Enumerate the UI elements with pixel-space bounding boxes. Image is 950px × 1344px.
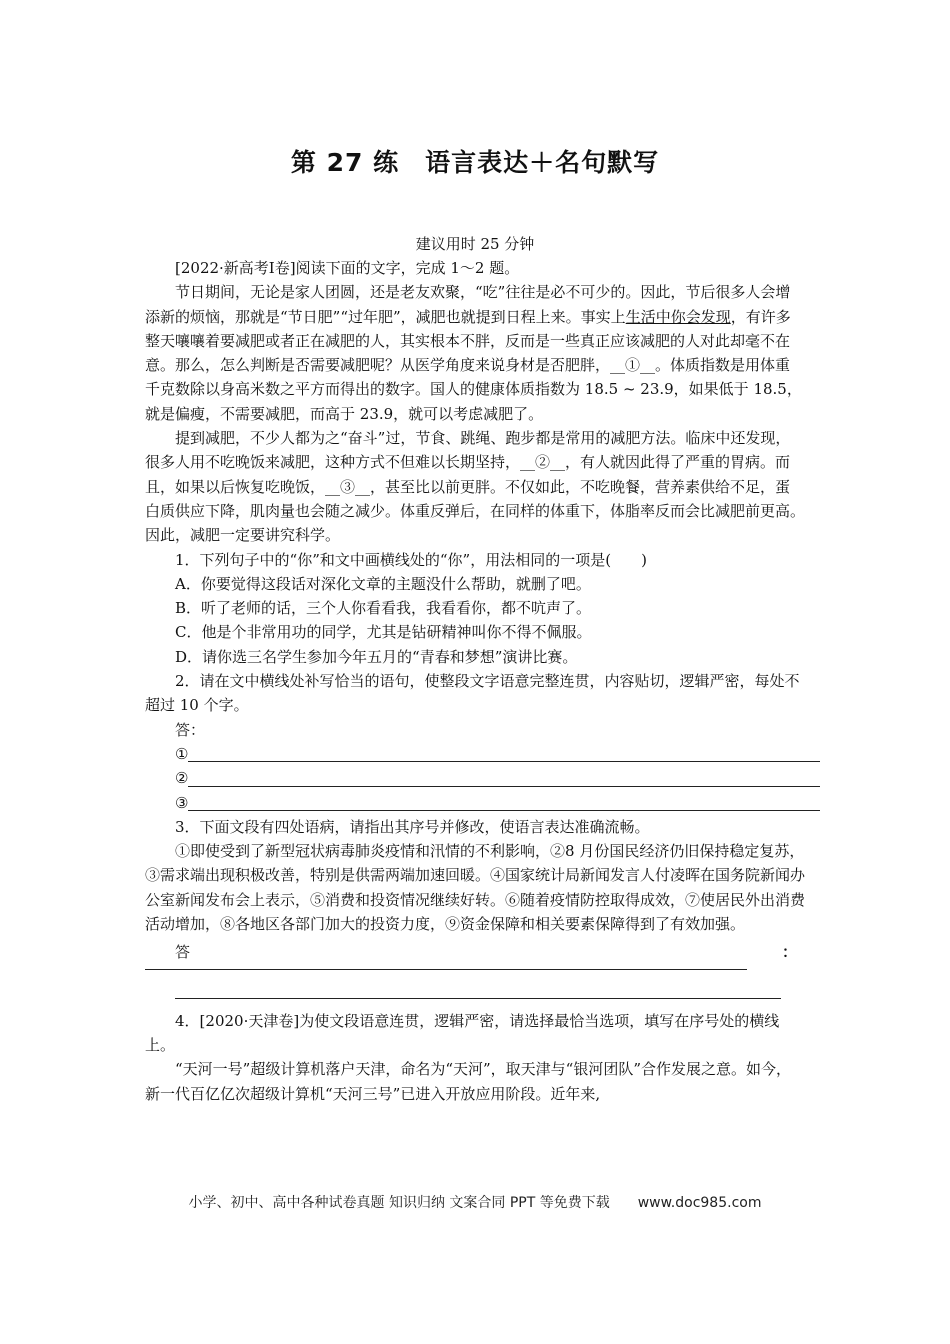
q3-answer-rule-2[interactable] [175, 998, 781, 999]
para1-text-b: ，有许多整天嚷嚷着要减肥或者正在减肥的人，其实根本不胖，反而是一些真正应该减肥的人对此却毫不在意。那么，怎么判断是否需要减肥呢？从医学角度来说身材是否肥胖， [145, 307, 791, 375]
underlined-phrase: 生活中你会发现 [625, 307, 731, 326]
q1-option-b: B．听了老师的话，三个人你看看我，我看看你，都不吭声了。 [175, 599, 592, 618]
passage-intro: [2022·新高考Ⅰ卷]阅读下面的文字，完成 1～2 题。 [175, 259, 520, 277]
answer-rule-3[interactable] [188, 793, 820, 811]
answer-label: 答： [175, 720, 206, 739]
para2-text-b: ，有人就因此得了严重的胃病。而且，如果以后恢复吃晚饭， [145, 453, 791, 496]
answer-line-2[interactable] [145, 766, 805, 790]
para2-text-a: 提到减肥，不少人都为之“奋斗”过，节食、跳绳、跑步都是常用的减肥方法。临床中还发现，很多人用不吃晚饭来减肥，这种方式不但难以长期坚持， [145, 429, 791, 472]
question-1: 1．下列句子中的“你”和文中画横线处的“你”，用法相同的一项是( ) [175, 550, 647, 569]
answer-line-1[interactable] [145, 742, 805, 766]
para2-text-c: ，甚至比以前更胖。不仅如此，不吃晚餐，营养素供给不足，蛋白质供应下降，肌肉量也会随之减少。体重反弹后，在同样的体重下，体脂率反而会比减肥前更高。因此，减肥一定要讲究科学。 [145, 477, 806, 545]
suggested-time: 建议用时 25 分钟 [415, 235, 535, 253]
answer-rule-2[interactable] [188, 769, 820, 787]
answer-line-3[interactable] [145, 791, 805, 815]
page-title: 第 27 练 语言表达＋名句默写 [290, 148, 660, 177]
answer-rule-1[interactable] [188, 744, 820, 762]
question-2: 2．请在文中横线处补写恰当的语句，使整段文字语意完整连贯，内容贴切，逻辑严密，每处不超过 10 个字。 [145, 672, 800, 715]
question-4: 4．[2020·天津卷]为使文段语意连贯，逻辑严密，请选择最恰当选项，填写在序号处的横线上。 [145, 1011, 780, 1054]
question-3-text: ①即使受到了新型冠状病毒肺炎疫情和汛情的不利影响，②8 月份国民经济仍旧保持稳定复苏，③需求端出现积极改善，特别是供需两端加速回暖。④国家统计局新闻发言人付凌晖在国务院新闻办公室新闻发布会上表示，⑤消费和投资情况继续好转。⑥随着疫情防控取得成效，⑦使居民外出消费活动增加，⑧各地区各部门加大的投资力度，⑨资金保障和相关要素保障得到了有效加强。 [145, 842, 806, 934]
question-4-text: “天河一号”超级计算机落户天津，命名为“天河”，取天津与“银河团队”合作发展之意。如今，新一代百亿亿次超级计算机“天河三号”已进入开放应用阶段。近年来, [145, 1060, 792, 1103]
para1-text-c: 。体质指数是用体重千克数除以身高米数之平方而得出的数字。国人的健康体质指数为 18.5 ~ 23.9，如果低于 18.5，就是偏瘦，不需要减肥，而高于 23.9，就可以考虑减肥了。 [145, 356, 802, 423]
passage-paragraph-1 [145, 280, 805, 426]
question-3: 3．下面文段有四处语病，请指出其序号并修改，使语言表达准确流畅。 [175, 817, 650, 836]
q1-option-c: C．他是个非常用功的同学，尤其是钻研精神叫你不得不佩服。 [175, 623, 592, 642]
answer-mark-2: ② [175, 769, 189, 788]
q3-answer-row [145, 940, 805, 964]
para1-text-a: 节日期间，无论是家人团圆，还是老友欢聚，“吃”往往是必不可少的。因此，节后很多人会增添新的烦恼，那就是“节日肥”“过年肥”，减肥也就提到日程上来。事实上 [145, 283, 791, 326]
page-footer: 小学、初中、高中各种试卷真题 知识归纳 文案合同 PPT 等免费下载 www.doc985.com [188, 1195, 762, 1211]
blank-1: __①__ [610, 356, 656, 375]
blank-2: __②__ [520, 453, 566, 472]
answer-mark-3: ③ [175, 793, 189, 812]
q1-option-a: A．你要觉得这段话对深化文章的主题没什么帮助，就删了吧。 [175, 574, 591, 593]
passage-paragraph-2 [145, 426, 805, 547]
q3-answer-rule-1[interactable] [145, 969, 747, 970]
q3-answer-label: 答 [175, 943, 191, 962]
q1-option-d: D．请你选三名学生参加今年五月的“青春和梦想”演讲比赛。 [175, 647, 578, 666]
answer-mark-1: ① [175, 744, 189, 763]
exercise-content [145, 256, 805, 1106]
q3-answer-colon: ： [781, 943, 797, 962]
blank-3: __③__ [325, 477, 371, 496]
